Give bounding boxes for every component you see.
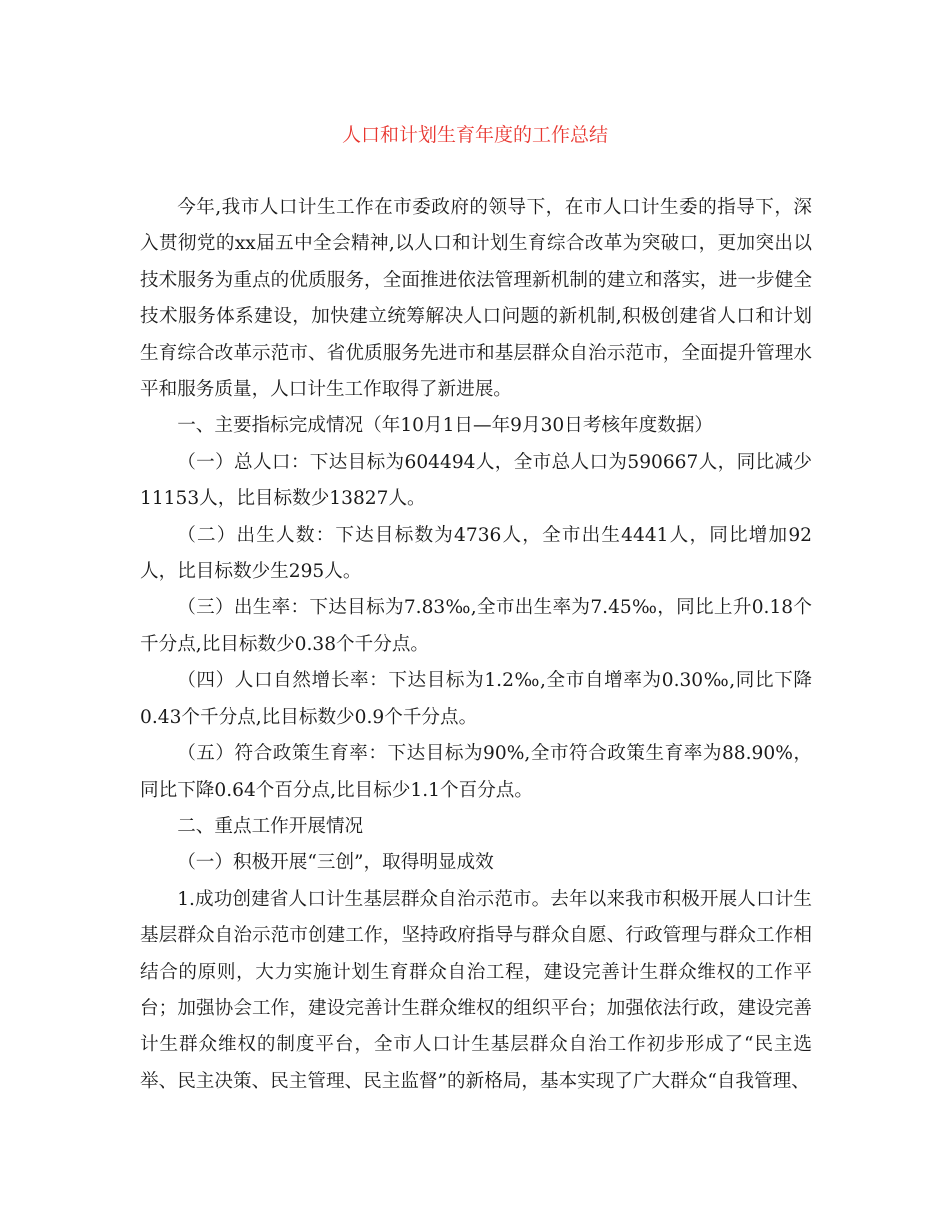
paragraph-births: （二）出生人数：下达目标数为4736人，全市出生4441人，同比增加92人，比目标数少生295人。 [140, 524, 812, 583]
paragraph-subsection-heading: （一）积极开展“三创”，取得明显成效 [177, 852, 494, 874]
paragraph-total-population: （一）总人口：下达目标为604494人，全市总人口为590667人，同比减少11153人，比目标数少13827人。 [140, 451, 812, 510]
document-body [140, 190, 812, 1100]
paragraph-policy-birth-rate: （五）符合政策生育率：下达目标为90%,全市符合政策生育率为88.90%，同比下降0.64个百分点,比目标少1.1个百分点。 [140, 743, 812, 801]
paragraph-section-2-heading: 二、重点工作开展情况 [177, 815, 364, 837]
paragraph-demonstration-city: 1.成功创建省人口计生基层群众自治示范市。去年以来我市积极开展人口计生基层群众自治示范市创建工作，坚持政府指导与群众自愿、行政管理与群众工作相结合的原则，大力实施计划生育群众自治工程，建设完善计生群众维权的工作平台；加强协会工作，建设完善计生群众维权的组织平台；加强依法行政，建设完善计生群众维权的制度平台，全市人口计生基层群众自治工作初步形成了“民主选举、民主决策、民主管理、民主监督”的新格局，基本实现了广大群众“自我管理、 [140, 888, 812, 1092]
paragraph-natural-growth-rate: （四）人口自然增长率：下达目标为1.2‰,全市自增率为0.30‰,同比下降0.43个千分点,比目标数少0.9个千分点。 [140, 670, 812, 728]
paragraph-intro: 今年,我市人口计生工作在市委政府的领导下，在市人口计生委的指导下，深入贯彻党的xx届五中全会精神,以人口和计划生育综合改革为突破口，更加突出以技术服务为重点的优质服务，全面推进依法管理新机制的建立和落实，进一步健全技术服务体系建设，加快建立统筹解决人口问题的新机制,积极创建省人口和计划生育综合改革示范市、省优质服务先进市和基层群众自治示范市，全面提升管理水平和服务质量，人口计生工作取得了新进展。 [140, 197, 812, 401]
document-title: 人口和计划生育年度的工作总结 [341, 124, 608, 146]
paragraph-birth-rate: （三）出生率：下达目标为7.83‰,全市出生率为7.45‰，同比上升0.18个千分点,比目标数少0.38个千分点。 [140, 597, 812, 655]
paragraph-section-1-heading: 一、主要指标完成情况（年10月1日—年9月30日考核年度数据） [177, 415, 714, 437]
